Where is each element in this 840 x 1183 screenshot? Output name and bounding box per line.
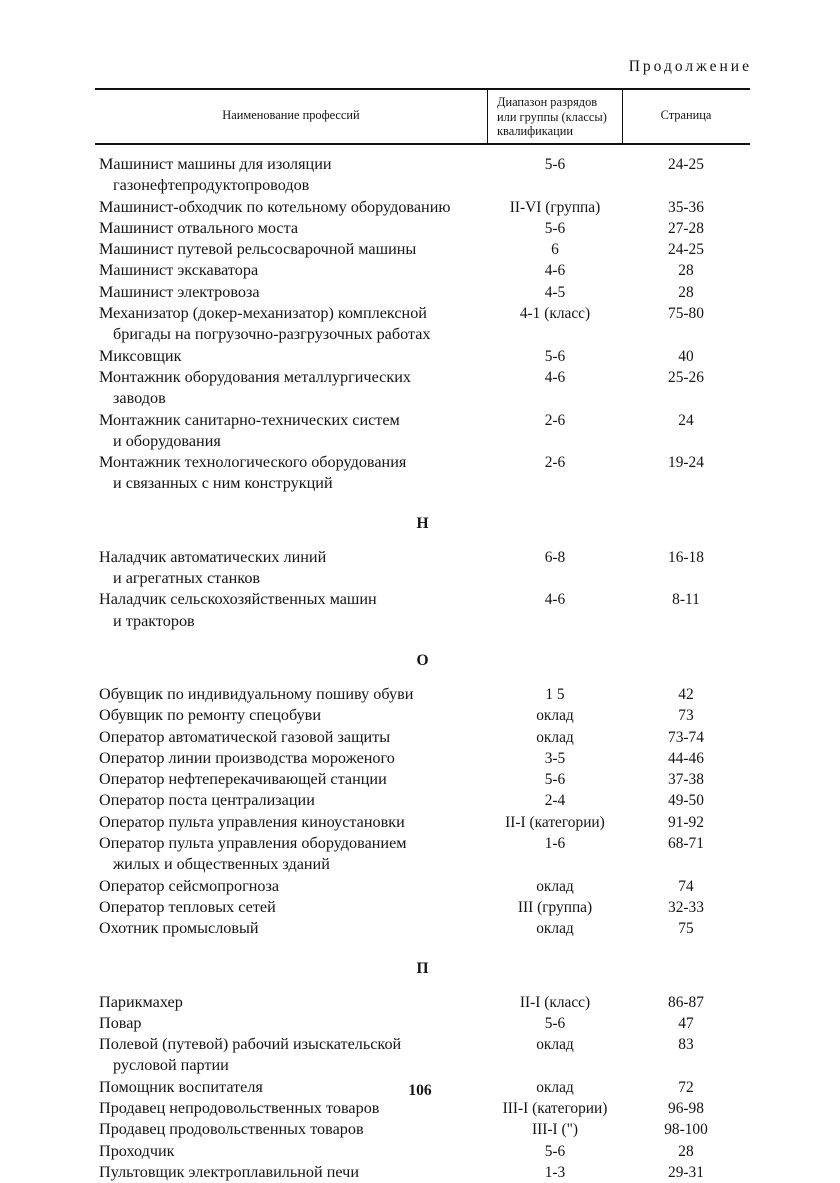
table-row [95, 260, 750, 281]
cell-profession-name: Обувщик по ремонту спецобуви [99, 706, 321, 725]
table-row-primary-line [95, 303, 750, 324]
cell-page-number: 28 [678, 283, 694, 301]
cell-qualification-range: 4-5 [544, 283, 566, 301]
cell-profession-name: Оператор пульта управления киноустановки [99, 812, 405, 831]
table-row-primary-line [95, 684, 750, 705]
column-header-profession-name: Наименование профессий [222, 108, 360, 122]
cell-profession-name: Оператор сейсмопрогноза [99, 876, 280, 895]
cell-page-number: 16-18 [668, 548, 704, 566]
table-row-primary-line [95, 154, 750, 175]
cell-qualification-range: 4-1 (класс) [519, 305, 591, 323]
cell-profession-name: Миксовщик [99, 346, 182, 365]
table-row-primary-line [95, 346, 750, 367]
table-row [95, 769, 750, 790]
cell-qualification-range: II-I (категории) [505, 813, 605, 831]
table-row [95, 684, 750, 705]
cell-page-number: 19-24 [668, 454, 704, 472]
cell-qualification-range: II-I (класс) [519, 993, 591, 1011]
table-row [95, 1098, 750, 1119]
cell-page-number: 24-25 [668, 241, 704, 259]
cell-profession-name: Оператор пульта управления оборудованием [99, 834, 407, 853]
cell-qualification-range: 5-6 [544, 1142, 566, 1160]
cell-profession-name-continuation: заводов [113, 389, 166, 408]
cell-profession-name-continuation: и агрегатных станков [113, 569, 261, 588]
cell-qualification-range: оклад [536, 1036, 574, 1054]
cell-qualification-range: III-I (категории) [502, 1099, 608, 1117]
cell-profession-name: Парикмахер [99, 992, 183, 1011]
column-header-page: Страница [660, 108, 712, 122]
cell-qualification-range: 5-6 [544, 219, 566, 237]
table-row [95, 303, 750, 346]
table-row-primary-line [95, 1034, 750, 1055]
table-row-primary-line [95, 748, 750, 769]
table-row [95, 218, 750, 239]
cell-profession-name: Машинист путевой рельсосварочной машины [99, 240, 417, 259]
table-row [95, 790, 750, 811]
section-letter: О [416, 651, 429, 669]
column-header-qualification-range [487, 95, 622, 139]
page-number: 106 [408, 1082, 432, 1099]
column-header-range-line-1: Диапазон разрядов [497, 95, 598, 109]
cell-profession-name: Помощник воспитателя [99, 1077, 263, 1096]
cell-profession-name: Механизатор (докер-механизатор) комплексной [99, 304, 427, 323]
cell-page-number: 72 [678, 1078, 694, 1096]
table-row-primary-line [95, 1141, 750, 1162]
cell-page-number: 28 [678, 1142, 694, 1160]
cell-qualification-range: 2-4 [544, 792, 566, 810]
cell-qualification-range: III (группа) [517, 898, 593, 916]
table-row-primary-line [95, 812, 750, 833]
cell-profession-name: Продавец непродовольственных товаров [99, 1098, 380, 1117]
table-row [95, 918, 750, 939]
table-row [95, 1141, 750, 1162]
cell-profession-name-continuation: бригады на погрузочно-разгрузочных работах [113, 325, 431, 344]
cell-profession-name: Монтажник технологического оборудования [99, 453, 407, 472]
cell-page-number: 47 [678, 1014, 694, 1032]
cell-page-number: 24-25 [668, 156, 704, 173]
cell-profession-name: Оператор поста централизации [99, 791, 315, 810]
table-row-primary-line [95, 705, 750, 726]
table-row-primary-line [95, 547, 750, 568]
cell-page-number: 86-87 [668, 993, 704, 1011]
table-row-primary-line [95, 589, 750, 610]
cell-page-number: 32-33 [668, 898, 704, 916]
table-row [95, 452, 750, 495]
cell-profession-name-continuation: газонефтепродуктопроводов [113, 176, 310, 195]
table-row [95, 547, 750, 590]
table-row-primary-line [95, 410, 750, 431]
cell-profession-name: Проходчик [99, 1141, 175, 1160]
cell-page-number: 25-26 [668, 368, 704, 386]
table-row [95, 1034, 750, 1077]
table-row [95, 812, 750, 833]
cell-page-number: 44-46 [668, 749, 704, 767]
table-row-primary-line [95, 282, 750, 303]
cell-page-number: 96-98 [668, 1099, 704, 1117]
table-header-row [95, 90, 750, 143]
table-row [95, 239, 750, 260]
table-row [95, 727, 750, 748]
cell-qualification-range: 6-8 [544, 548, 566, 566]
section-letter: Н [416, 514, 429, 532]
cell-profession-name: Пультовщик электроплавильной печи [99, 1162, 359, 1181]
cell-page-number: 40 [678, 347, 694, 365]
table-row [95, 589, 750, 632]
table-row [95, 833, 750, 876]
cell-page-number: 37-38 [668, 771, 704, 789]
cell-qualification-range: 5-6 [544, 771, 566, 789]
cell-profession-name: Оператор автоматической газовой защиты [99, 727, 391, 746]
cell-profession-name: Наладчик сельскохозяйственных машин [99, 590, 377, 609]
table-row [95, 197, 750, 218]
cell-page-number: 29-31 [668, 1163, 704, 1181]
cell-page-number: 74 [678, 877, 694, 895]
cell-qualification-range: 4-6 [544, 591, 566, 609]
running-head: Продолжение [628, 58, 752, 75]
cell-profession-name: Оператор нефтеперекачивающей станции [99, 770, 387, 789]
table-row-primary-line [95, 897, 750, 918]
cell-profession-name: Машинист-обходчик по котельному оборудованию [99, 197, 451, 216]
section-letter: П [416, 959, 429, 977]
cell-qualification-range: 1-3 [544, 1163, 566, 1181]
table-row-primary-line [95, 260, 750, 281]
cell-profession-name: Охотник промысловый [99, 919, 259, 938]
table-row [95, 346, 750, 367]
cell-profession-name: Продавец продовольственных товаров [99, 1120, 364, 1139]
cell-profession-name: Полевой (путевой) рабочий изыскательской [99, 1035, 402, 1054]
cell-profession-name: Обувщик по индивидуальному пошиву обуви [99, 684, 414, 703]
column-header-range-line-2: или группы (классы) [497, 109, 607, 124]
profession-index-table [95, 88, 750, 1183]
cell-qualification-range: оклад [536, 707, 574, 725]
cell-qualification-range: оклад [536, 728, 574, 746]
cell-page-number: 42 [678, 685, 694, 703]
table-row [95, 410, 750, 453]
table-body [95, 145, 750, 1183]
table-row-primary-line [95, 992, 750, 1013]
cell-qualification-range: 4-6 [544, 262, 566, 280]
table-row [95, 876, 750, 897]
cell-profession-name: Машинист электровоза [99, 282, 260, 301]
cell-profession-name-continuation: русловой партии [113, 1056, 229, 1075]
table-row [95, 748, 750, 769]
cell-page-number: 73-74 [668, 728, 704, 746]
cell-qualification-range: 5-6 [544, 1014, 566, 1032]
table-row [95, 1013, 750, 1034]
table-row [95, 282, 750, 303]
cell-qualification-range: 2-6 [544, 411, 566, 429]
table-row [95, 1119, 750, 1140]
table-row-primary-line [95, 218, 750, 239]
table-row-primary-line [95, 876, 750, 897]
table-row-primary-line [95, 727, 750, 748]
table-row [95, 154, 750, 197]
cell-page-number: 68-71 [668, 835, 704, 853]
cell-qualification-range: 5-6 [544, 347, 566, 365]
cell-profession-name: Монтажник оборудования металлургических [99, 367, 411, 386]
table-row [95, 705, 750, 726]
table-row-primary-line [95, 1013, 750, 1034]
column-header-range-line-3: квалификации [497, 124, 574, 139]
cell-profession-name-continuation: и оборудования [113, 431, 221, 450]
cell-qualification-range: 5-6 [544, 156, 566, 173]
cell-qualification-range: 6 [551, 241, 559, 259]
table-row-primary-line [95, 790, 750, 811]
table-row-primary-line [95, 452, 750, 473]
cell-qualification-range: 2-6 [544, 454, 566, 472]
table-row [95, 367, 750, 410]
table-row-primary-line [95, 833, 750, 854]
cell-page-number: 75 [678, 920, 694, 938]
cell-qualification-range: 1 5 [545, 685, 565, 703]
cell-qualification-range: оклад [536, 920, 574, 938]
cell-profession-name: Повар [99, 1013, 142, 1032]
cell-profession-name: Оператор линии производства мороженого [99, 748, 395, 767]
table-row-primary-line [95, 239, 750, 260]
table-row-primary-line [95, 367, 750, 388]
cell-qualification-range: оклад [536, 877, 574, 895]
cell-profession-name: Машинист отвального моста [99, 218, 299, 237]
table-row-primary-line [95, 918, 750, 939]
cell-qualification-range: 3-5 [544, 749, 566, 767]
cell-qualification-range: II-VI (группа) [509, 198, 601, 216]
table-row-primary-line [95, 769, 750, 790]
cell-page-number: 83 [678, 1036, 694, 1054]
cell-profession-name-continuation: и связанных с ним конструкций [113, 474, 333, 493]
table-row [95, 992, 750, 1013]
cell-profession-name: Наладчик автоматических линий [99, 547, 327, 566]
cell-page-number: 98-100 [664, 1121, 708, 1139]
cell-page-number: 49-50 [668, 792, 704, 810]
cell-profession-name: Машинист машины для изоляции [99, 155, 332, 173]
table-row [95, 1162, 750, 1183]
cell-qualification-range: III-I (") [531, 1121, 578, 1139]
cell-profession-name: Монтажник санитарно-технических систем [99, 410, 400, 429]
cell-profession-name: Оператор тепловых сетей [99, 897, 276, 916]
cell-page-number: 24 [678, 411, 694, 429]
cell-page-number: 28 [678, 262, 694, 280]
table-row-primary-line [95, 1098, 750, 1119]
table-row-primary-line [95, 1162, 750, 1183]
cell-page-number: 75-80 [668, 305, 704, 323]
table-row-primary-line [95, 1119, 750, 1140]
cell-qualification-range: 4-6 [544, 368, 566, 386]
cell-page-number: 91-92 [668, 813, 704, 831]
cell-qualification-range: 1-6 [544, 835, 566, 853]
table-row-primary-line [95, 197, 750, 218]
cell-page-number: 35-36 [668, 198, 704, 216]
cell-page-number: 27-28 [668, 219, 704, 237]
cell-qualification-range: оклад [536, 1078, 574, 1096]
cell-profession-name-continuation: и тракторов [113, 611, 195, 630]
cell-profession-name: Машинист экскаватора [99, 261, 259, 280]
table-row [95, 897, 750, 918]
cell-page-number: 8-11 [672, 591, 700, 609]
cell-profession-name-continuation: жилых и общественных зданий [113, 855, 330, 874]
cell-page-number: 73 [678, 707, 694, 725]
